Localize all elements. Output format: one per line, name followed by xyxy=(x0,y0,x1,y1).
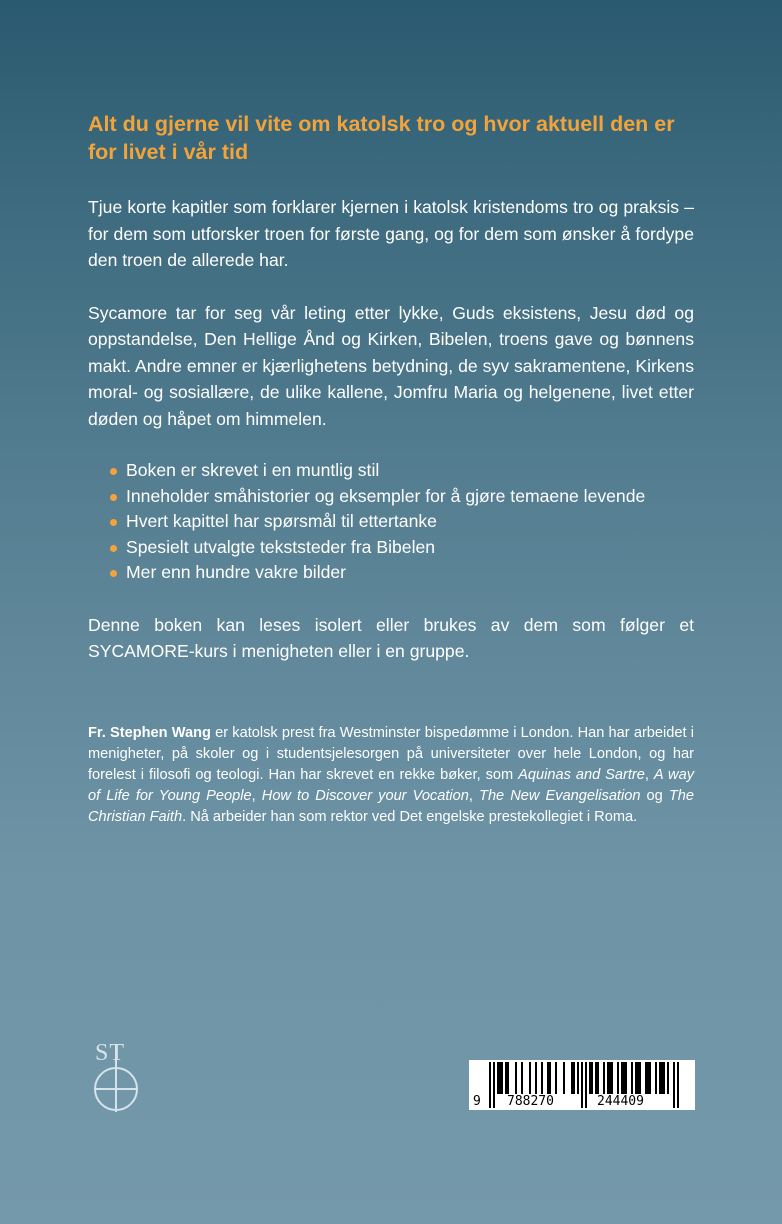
barcode-digits-left: 788270 xyxy=(507,1094,554,1109)
intro-paragraph: Tjue korte kapitler som forklarer kjernen i katolsk kristendoms tro og praksis – for dem som utforsker troen for første gang, og for dem som ønsker å fordype den troen de allerede har. xyxy=(88,197,694,270)
barcode-bar xyxy=(595,1062,597,1094)
barcode-bar xyxy=(571,1062,573,1094)
publisher-logo-letters: ST xyxy=(95,1040,126,1066)
barcode-bar xyxy=(667,1062,669,1094)
feature-item: Mer enn hundre vakre bilder xyxy=(88,560,694,586)
feature-item: Hvert kapittel har spørsmål til ettertanke xyxy=(88,509,694,535)
bullet-dot-icon xyxy=(110,545,117,552)
barcode-bar xyxy=(499,1062,501,1094)
barcode-bar xyxy=(563,1062,565,1094)
barcode-bar xyxy=(547,1062,549,1094)
barcode-bar xyxy=(603,1062,605,1094)
barcode-bar xyxy=(661,1062,663,1094)
barcode-bar xyxy=(663,1062,665,1094)
barcode-bar xyxy=(515,1062,517,1094)
barcode-bar xyxy=(617,1062,619,1094)
barcode-bar xyxy=(555,1062,557,1094)
barcode-bar xyxy=(607,1062,609,1094)
book-title: The New Evangelisation xyxy=(479,788,641,805)
barcode-bar xyxy=(529,1062,531,1094)
barcode-bar xyxy=(501,1062,503,1094)
barcode-bar xyxy=(497,1062,499,1094)
barcode-bar xyxy=(655,1062,657,1094)
bullet-dot-icon xyxy=(110,519,117,526)
barcode-bar xyxy=(623,1062,625,1094)
book-title: Aquinas and Sartre xyxy=(518,767,645,783)
barcode-number xyxy=(469,1094,695,1109)
barcode-bar xyxy=(521,1062,523,1094)
barcode-bar xyxy=(647,1062,649,1094)
barcode-bar xyxy=(625,1062,627,1094)
barcode-bar xyxy=(609,1062,611,1094)
circle-cross-icon xyxy=(82,1030,152,1116)
barcode-bar xyxy=(589,1062,591,1094)
topics-paragraph: Sycamore tar for seg vår leting etter lykke, Guds eksistens, Jesu død og oppstandelse, Den Hellige Ånd og Kirken, Bibelen, troens gave og bønnens makt. Andre emner er kjærlighetens betydning, de syv sakramentene, Kirkens moral- og sosiallære, de ulike kallene, Jomfru Maria og helgenene, livet etter døden og håpet om himmelen. xyxy=(88,302,694,429)
headline: Alt du gjerne vil vite om katolsk tro og hvor aktuell den er for livet i vår tid xyxy=(88,112,675,164)
barcode-digits-right: 244409 xyxy=(597,1094,644,1109)
barcode-bar xyxy=(637,1062,639,1094)
barcode-bar xyxy=(621,1062,623,1094)
barcode-bar xyxy=(611,1062,613,1094)
barcode-bar xyxy=(591,1062,593,1094)
isbn-barcode xyxy=(469,1060,695,1110)
feature-list xyxy=(88,458,694,586)
author-name: Fr. Stephen Wang xyxy=(88,724,211,741)
barcode-bar xyxy=(535,1062,537,1094)
bullet-dot-icon xyxy=(110,494,117,501)
usage-paragraph: Denne boken kan leses isolert eller brukes av dem som følger et SYCAMORE-kurs i menigheten eller i en gruppe. xyxy=(88,614,694,662)
barcode-bar xyxy=(541,1062,543,1094)
barcode-bar xyxy=(549,1062,551,1094)
feature-item: Inneholder småhistorier og eksempler for å gjøre temaene levende xyxy=(88,484,694,510)
book-title: The Christian Faith xyxy=(88,788,695,826)
back-cover-text xyxy=(88,110,694,691)
barcode-bar xyxy=(639,1062,641,1094)
barcode-bar xyxy=(505,1062,507,1094)
barcode-bar xyxy=(635,1062,637,1094)
barcode-bar xyxy=(659,1062,661,1094)
book-title: A way of Life for Young People xyxy=(88,767,695,805)
barcode-bar xyxy=(597,1062,599,1094)
publisher-logo xyxy=(82,1030,152,1116)
barcode-bar xyxy=(573,1062,575,1094)
barcode-bar xyxy=(645,1062,647,1094)
book-title: How to Discover your Vocation xyxy=(261,788,469,805)
barcode-bar xyxy=(649,1062,651,1094)
barcode-bar xyxy=(507,1062,509,1094)
barcode-bar xyxy=(631,1062,633,1094)
bullet-dot-icon xyxy=(110,468,117,475)
barcode-bar xyxy=(577,1062,579,1094)
barcode-digit-prefix: 9 xyxy=(473,1094,481,1109)
feature-item: Spesielt utvalgte tekststeder fra Bibelen xyxy=(88,535,694,561)
author-bio: Fr. Stephen Wang er katolsk prest fra Westminster bispedømme i London. Han har arbeidet i menigheter, på skoler og i studentsjelesorgen på universiteter over hele London, og har forelest i filosofi og teologi. Han har skrevet en rekke bøker, som Aquinas and Sartre, A way of Life for Young People, How to Discover your Vocation, The New Evangelisation og The Christian Faith. Nå arbeider han som rektor ved Det engelske prestekollegiet i Roma. xyxy=(88,724,695,826)
bullet-dot-icon xyxy=(110,570,117,577)
feature-item: Boken er skrevet i en muntlig stil xyxy=(88,458,694,484)
